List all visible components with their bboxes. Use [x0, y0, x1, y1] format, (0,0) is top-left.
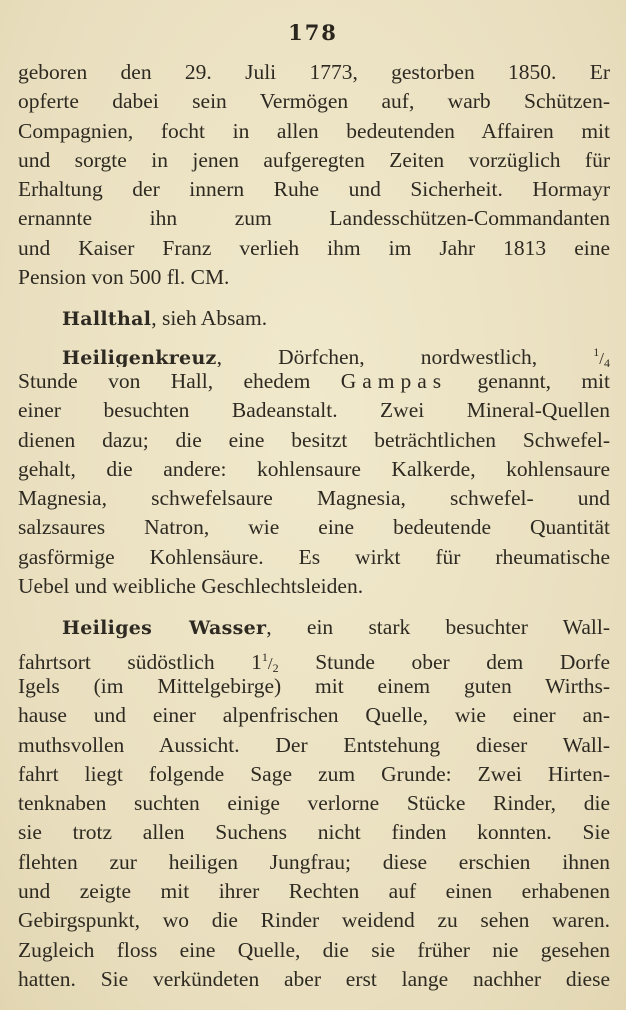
text-line: Stunde von Hall, ehedem Gampas genannt, mit — [18, 368, 610, 393]
text-line — [18, 338, 610, 367]
text-line: hause und einer alpenfrischen Quelle, wie einer an- — [18, 703, 610, 728]
text-line: hatten. Sie verkündeten aber erst lange nachher diese — [18, 966, 610, 991]
text-line: sie trotz allen Suchens nicht finden konnten. Sie — [18, 820, 610, 845]
entry-headword: Hallthal — [62, 308, 152, 331]
entry-text: , sieh Absam. — [151, 306, 268, 331]
entry-hallthal — [18, 304, 610, 333]
text-line: und Kaiser Franz verlieh ihm im Jahr 1813 eine — [18, 235, 610, 260]
text-line: Zugleich floss eine Quelle, die sie früher nie gesehen — [18, 937, 610, 962]
text-line: salzsaures Natron, wie eine bedeutende Quantität — [18, 515, 610, 540]
entry-text: , ein stark besuchter Wall- — [266, 615, 610, 640]
text-line: Igels (im Mittelgebirge) mit einem guten Wirths- — [18, 673, 610, 698]
entry-heiliges-wasser — [18, 613, 610, 994]
spaced-name: Gampas — [340, 368, 448, 393]
text-line: muthsvollen Aussicht. Der Entstehung dieser Wall- — [18, 732, 610, 757]
text-line: und sorgte in jenen aufgeregten Zeiten vorzüglich für — [18, 147, 610, 172]
text-line: opferte dabei sein Vermögen auf, warb Schützen- — [18, 89, 610, 114]
text-line: gehalt, die andere: kohlensaure Kalkerde, kohlensaure — [18, 456, 610, 481]
text-line: Uebel und weibliche Geschlechtsleiden. — [18, 574, 364, 599]
text-line: fahrt liegt folgende Sage zum Grunde: Zwei Hirten- — [18, 761, 610, 786]
text-line: Magnesia, schwefelsaure Magnesia, schwefel- und — [18, 486, 610, 511]
paragraph-continuation — [18, 58, 610, 292]
entry-text: , Dörfchen, nordwestlich, — [216, 344, 538, 367]
text-line: dienen dazu; die eine besitzt beträchtlichen Schwefel- — [18, 427, 610, 452]
entry-headword: Heiligenkreuz — [62, 346, 217, 367]
text-line: und zeigte mit ihrer Rechten auf einen erhabenen — [18, 879, 610, 904]
text-line: tenknaben suchten einige verlorne Stücke Rinder, die — [18, 791, 610, 816]
text-line: einer besuchten Badeanstalt. Zwei Mineral-Quellen — [18, 398, 610, 423]
text-line: Compagnien, focht in allen bedeutenden Affairen mit — [18, 118, 610, 143]
text-line: fahrtsort südöstlich $1^1/_2$ Stunde ober dem Dorfe — [18, 649, 610, 672]
entry-headword: Heiliges Wasser — [62, 617, 267, 640]
text-line — [18, 613, 610, 642]
text-line: Erhaltung der innern Ruhe und Sicherheit. Hormayr — [18, 177, 610, 202]
text-line: gasförmige Kohlensäure. Es wirkt für rheumatische — [18, 544, 610, 569]
text-line: Gebirgspunkt, wo die Rinder weidend zu sehen waren. — [18, 908, 610, 933]
text-line: flehten zur heiligen Jungfrau; diese erschien ihnen — [18, 849, 610, 874]
text-line: Pension von 500 fl. CM. — [18, 265, 230, 290]
fraction: $^1/_4$ — [593, 344, 610, 367]
entry-heiligenkreuz — [18, 338, 610, 602]
text-line: ernannte ihn zum Landesschützen-Commandanten — [18, 206, 610, 231]
text-line: geboren den 29. Juli 1773, gestorben 1850. Er — [18, 60, 610, 84]
fraction: $^1/_2$ — [261, 649, 279, 672]
page-number: 178 — [288, 20, 338, 45]
page-text — [18, 58, 610, 994]
text-line — [18, 304, 610, 333]
